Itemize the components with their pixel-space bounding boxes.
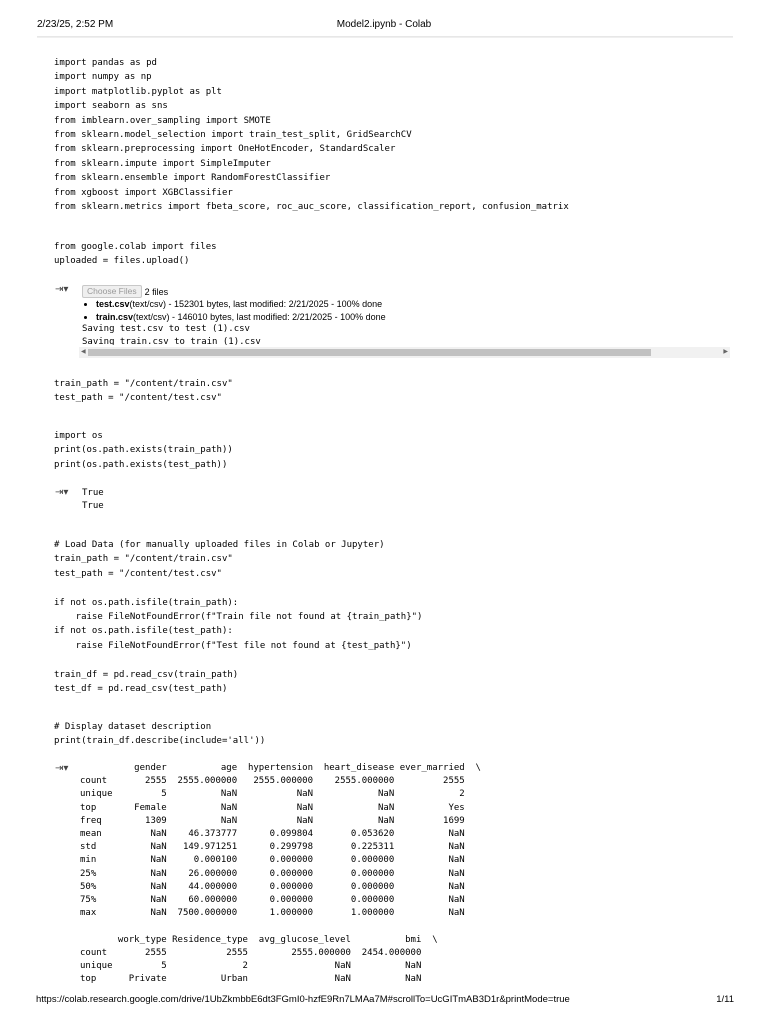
choose-files-button[interactable]: Choose Files xyxy=(82,285,142,298)
code-cell-describe[interactable]: # Display dataset description print(train_df.describe(include='all')) xyxy=(54,722,266,747)
page-number: 1/11 xyxy=(716,994,734,1005)
header-divider xyxy=(37,36,733,38)
code-cell-imports[interactable]: import pandas as pd import numpy as np import matplotlib.pyplot as plt import seaborn as sns from imblearn.over_sampling import SMOTE from sklearn.model_selection import train_test_split, GridSearchCV from sklearn.preprocessing import OneHotEncoder, StandardScaler from sklearn.impute import SimpleImputer from sklearn.ensemble import RandomForestClassifier from xgboost import XGBClassifier from sklearn.metrics import fbeta_score, roc_auc_score, classification_report, confusion_matrix xyxy=(54,58,569,213)
code-cell-paths[interactable]: train_path = "/content/train.csv" test_path = "/content/test.csv" xyxy=(54,379,233,404)
code-cell-upload[interactable]: from google.colab import files uploaded = files.upload() xyxy=(54,242,217,267)
file-meta: (text/csv) - 152301 bytes, last modified: 2/21/2025 - 100% done xyxy=(129,299,383,309)
page-url: https://colab.research.google.com/drive/1UbZkmbbE6dt3FGmI0-hzfE9Rn7LMAa7M#scrollTo=UcGITmAB3D1r&printMode=true xyxy=(36,994,570,1005)
file-name: test.csv xyxy=(96,299,130,309)
scroll-left-icon[interactable]: ◀ xyxy=(81,348,86,355)
file-meta: (text/csv) - 146010 bytes, last modified: 2/21/2025 - 100% done xyxy=(133,312,386,322)
file-name: train.csv xyxy=(96,312,134,322)
output-toggle-icon[interactable]: ⇥▾ xyxy=(55,487,69,498)
upload-widget xyxy=(82,285,168,298)
exists-output: True True xyxy=(82,488,104,512)
scrollbar-thumb[interactable] xyxy=(88,349,651,356)
output-toggle-icon[interactable]: ⇥▾ xyxy=(55,763,69,774)
list-item xyxy=(96,298,386,311)
uploaded-file-list xyxy=(82,298,386,324)
page-title: Model2.ipynb - Colab xyxy=(336,19,432,30)
upload-log-output xyxy=(82,323,522,345)
horizontal-scrollbar[interactable] xyxy=(79,347,730,358)
code-cell-exists[interactable]: import os print(os.path.exists(train_path)) print(os.path.exists(test_path)) xyxy=(54,431,233,470)
code-cell-load[interactable]: # Load Data (for manually uploaded files in Colab or Jupyter) train_path = "/content/train.csv" test_path = "/content/test.csv" if not os.path.isfile(train_path): raise FileNotFoundError(f"Train file not found at {train_path}") if not os.path.isfile(test_path): raise FileNotFoundError(f"Test file not found at {test_path}") train_df = pd.read_csv(train_path) test_df = pd.read_csv(test_path) xyxy=(54,540,423,695)
describe-output: gender age hypertension heart_disease ever_married \ count 2555 2555.000000 2555.000000 2555.000000 2555 unique 5 NaN NaN NaN 2 top Female NaN NaN NaN Yes freq 1309 NaN NaN NaN 1699 mean NaN 46.373777 0.099804 0.053620 NaN std NaN 149.971251 0.299798 0.225311 NaN min NaN 0.000100 0.000000 0.000000 NaN 25% NaN 26.000000 0.000000 0.000000 NaN 50% NaN 44.000000 0.000000 0.000000 NaN 75% NaN 60.000000 0.000000 0.000000 NaN max NaN 7500.000000 1.000000 1.000000 NaN work_type Residence_type avg_glucose_level bmi \ count 2555 2555 2555.000000 2454.000000 unique 5 2 NaN NaN top Private Urban NaN NaN xyxy=(80,763,481,985)
files-count: 2 files xyxy=(144,286,169,297)
upload-log: Saving test.csv to test (1).csv Saving train.csv to train (1).csv xyxy=(82,324,261,345)
scroll-right-icon[interactable]: ▶ xyxy=(723,348,728,355)
print-datetime: 2/23/25, 2:52 PM xyxy=(37,19,114,30)
output-toggle-icon[interactable]: ⇥▾ xyxy=(55,284,69,295)
